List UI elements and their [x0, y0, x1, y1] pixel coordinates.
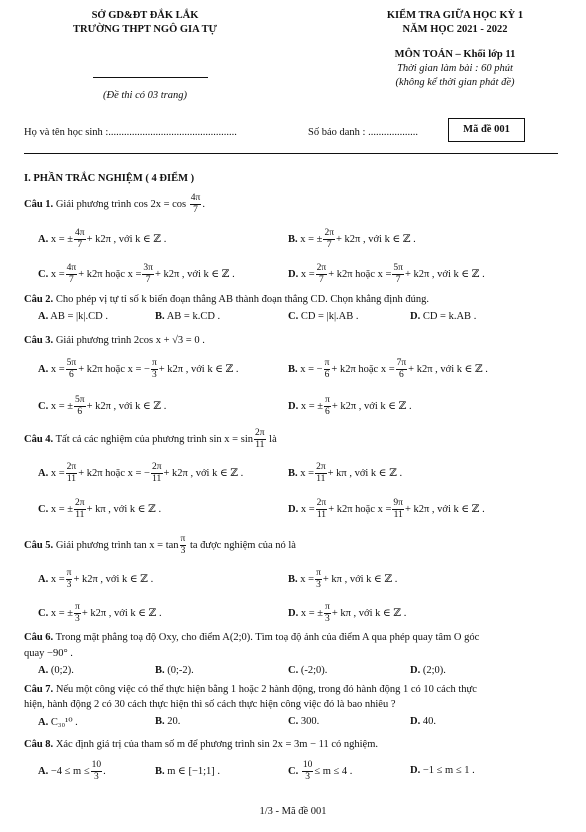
info-divider — [24, 153, 558, 154]
q4-option-b[interactable]: B. x = $\frac{2\pi}{11}$ + kπ , với k ∈ ℤ . — [288, 462, 403, 484]
q3-option-d[interactable]: D. x = ± $\frac{\pi}{6}$ + k2π , với k ∈ ℤ . — [288, 395, 412, 417]
q4-option-d[interactable]: D. x = $\frac{2\pi}{11}$ + k2π hoặc x = $\frac{9\pi}{11}$ + k2π , với k ∈ ℤ . — [288, 498, 485, 520]
time-note: Thời gian làm bài : 60 phút — [397, 63, 513, 74]
school-name: TRƯỜNG THPT NGÔ GIA TỰ — [73, 24, 217, 35]
question-1: Câu 1. Giải phương trình cos 2x = cos $\frac{4\pi}{7}$ . — [24, 193, 205, 215]
header-divider — [93, 77, 208, 78]
page-count-note: (Đề thi có 03 trang) — [103, 90, 187, 101]
q4-option-a[interactable]: A. x = $\frac{2\pi}{11}$ + k2π hoặc x = − $\frac{2\pi}{11}$ + k2π , với k ∈ ℤ . — [38, 462, 244, 484]
q8-option-a[interactable]: A. −4 ≤ m ≤ $\frac{10}{3}$ . — [38, 760, 106, 782]
page-footer: 1/3 - Mã đề 001 — [259, 806, 327, 817]
question-6: Câu 6. Trong mặt phẳng toạ độ Oxy, cho điểm A(2;0). Tìm toạ độ ảnh của điểm A qua phép quay tâm O góc — [24, 632, 480, 643]
student-name-field[interactable]: Họ và tên học sinh :................................................. — [24, 127, 237, 138]
q6-option-d[interactable]: D. (2;0). — [410, 665, 446, 676]
q7-option-b[interactable]: B. 20. — [155, 716, 181, 727]
q4-option-c[interactable]: C. x = ± $\frac{2\pi}{11}$ + kπ , với k ∈ ℤ . — [38, 498, 162, 520]
q7-option-c[interactable]: C. 300. — [288, 716, 320, 727]
q3-option-c[interactable]: C. x = ± $\frac{5\pi}{6}$ + k2π , với k ∈ ℤ . — [38, 395, 167, 417]
q6-option-b[interactable]: B. (0;-2). — [155, 665, 194, 676]
q1-option-d[interactable]: D. x = $\frac{2\pi}{7}$ + k2π hoặc x = $\frac{5\pi}{7}$ + k2π , với k ∈ ℤ . — [288, 263, 485, 285]
q5-option-b[interactable]: B. x = $\frac{\pi}{3}$ + kπ , với k ∈ ℤ . — [288, 568, 398, 590]
question-3: Câu 3. Giải phương trình 2cos x + √3 = 0 . — [24, 335, 205, 346]
q3-option-b[interactable]: B. x = − $\frac{\pi}{6}$ + k2π hoặc x = $\frac{7\pi}{6}$ + k2π , với k ∈ ℤ . — [288, 358, 488, 380]
subject: MÔN TOÁN – Khối lớp 11 — [394, 49, 516, 60]
dept-name: SỞ GD&ĐT ĐẮK LẮK — [91, 10, 199, 21]
time-note-2: (không kể thời gian phát đề) — [395, 77, 515, 88]
q2-option-b[interactable]: B. AB = k.CD . — [155, 311, 221, 322]
q6-option-c[interactable]: C. (-2;0). — [288, 665, 328, 676]
q8-option-b[interactable]: B. m ∈ [−1;1] . — [155, 766, 221, 777]
exam-title: KIỂM TRA GIỮA HỌC KỲ 1 — [386, 10, 524, 21]
q2-option-c[interactable]: C. CD = |k|.AB . — [288, 311, 359, 322]
q8-option-d[interactable]: D. −1 ≤ m ≤ 1 . — [410, 765, 475, 776]
exam-code-box: Mã đề 001 — [448, 118, 525, 142]
q8-option-c[interactable]: C. $\frac{10}{3}$ ≤ m ≤ 4 . — [288, 760, 353, 782]
q2-option-d[interactable]: D. CD = k.AB . — [410, 311, 477, 322]
q6-option-a[interactable]: A. (0;2). — [38, 665, 74, 676]
section-title: I. PHẦN TRẮC NGHIỆM ( 4 ĐIỂM ) — [24, 173, 195, 184]
question-number: Câu 1. — [24, 198, 54, 210]
school-year: NĂM HỌC 2021 - 2022 — [402, 24, 508, 35]
q5-option-c[interactable]: C. x = ± $\frac{\pi}{3}$ + k2π , với k ∈ ℤ . — [38, 602, 162, 624]
q1-option-a[interactable]: A. x = ± $\frac{4\pi}{7}$ + k2π , với k ∈ ℤ . — [38, 228, 167, 250]
q5-option-a[interactable]: A. x = $\frac{\pi}{3}$ + k2π , với k ∈ ℤ . — [38, 568, 154, 590]
q3-option-a[interactable]: A. x = $\frac{5\pi}{6}$ + k2π hoặc x = − $\frac{\pi}{3}$ + k2π , với k ∈ ℤ . — [38, 358, 239, 380]
question-text: Giải phương trình cos 2x = cos — [55, 198, 187, 210]
question-8: Câu 8. Xác định giá trị của tham số m để phương trình sin 2x = 3m − 11 có nghiệm. — [24, 739, 379, 750]
question-2: Câu 2. Cho phép vị tự tỉ số k biến đoạn thẳng AB thành đoạn thẳng CD. Chọn khẳng định đúng. — [24, 294, 429, 305]
student-id-field[interactable]: Số báo danh : ................... — [308, 127, 418, 138]
q7-option-a[interactable]: A. C₃₀¹⁰ . — [38, 717, 78, 728]
q7-option-d[interactable]: D. 40. — [410, 716, 436, 727]
question-7-cont: hiện, hành động 2 có 30 cách thực hiện thì số cách thực hiện công việc đó là bao nhiêu ? — [24, 699, 396, 710]
q5-option-d[interactable]: D. x = ± $\frac{\pi}{3}$ + kπ , với k ∈ ℤ . — [288, 602, 407, 624]
question-6-cont: quay −90° . — [24, 648, 73, 659]
q1-option-b[interactable]: B. x = ± $\frac{2\pi}{7}$ + k2π , với k ∈ ℤ . — [288, 228, 416, 250]
question-7: Câu 7. Nếu một công việc có thể thực hiện bằng 1 hoặc 2 hành động, trong đó hành động 1 có 10 cách thực — [24, 684, 477, 695]
q2-option-a[interactable]: A. AB = |k|.CD . — [38, 311, 108, 322]
question-4: Câu 4. Tất cả các nghiệm của phương trình sin x = sin $\frac{2\pi}{11}$ là — [24, 428, 277, 450]
question-5: Câu 5. Giải phương trình tan x = tan $\frac{\pi}{3}$ ta được nghiệm của nó là — [24, 534, 296, 556]
q1-option-c[interactable]: C. x = $\frac{4\pi}{7}$ + k2π hoặc x = $\frac{3\pi}{7}$ + k2π , với k ∈ ℤ . — [38, 263, 235, 285]
